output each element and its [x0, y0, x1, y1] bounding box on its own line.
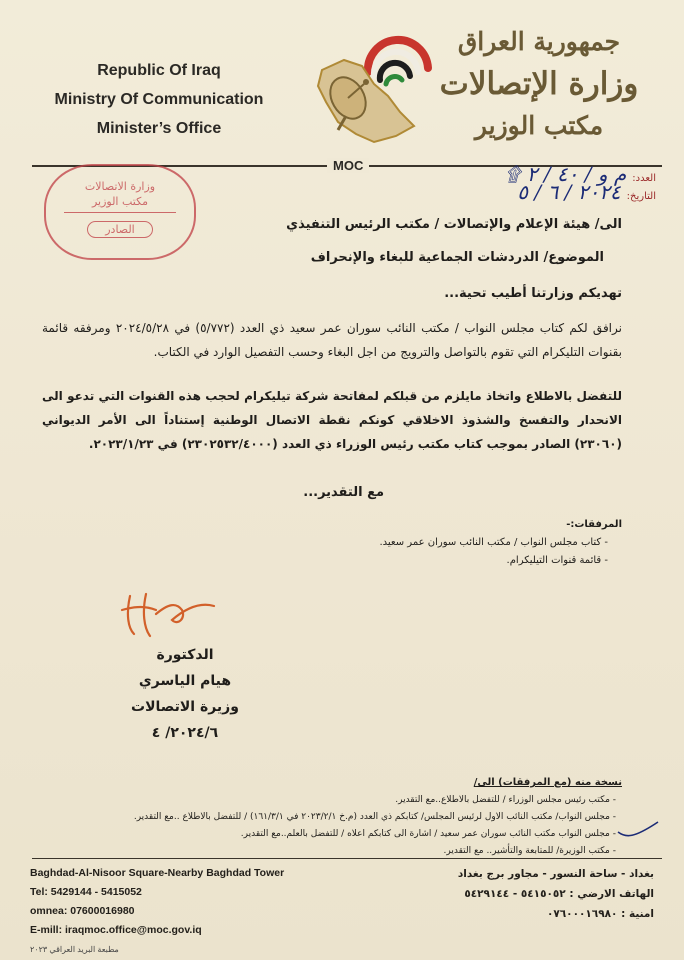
- copy-recipient: - مجلس النواب مكتب النائب سوران عمر سعيد / اشارة الى كتابكم اعلاه / للتفضل بالعلم..مع التقدير.: [62, 826, 616, 843]
- footer-english: [30, 864, 284, 959]
- copy-recipient: - مجلس النواب/ مكتب النائب الاول لرئيس المجلس/ كتابكم ذي العدد (م.خ ٢٠٢٣/٢/١ في ١٦١/٣/١) / للتفضل بالاطلاع ..مع التقدير.: [62, 809, 616, 826]
- handwritten-signature: [116, 584, 226, 644]
- date-label: التاريخ:: [626, 191, 656, 202]
- attachment-item: - قائمة قنوات التيليكرام.: [292, 552, 608, 570]
- footer-omnea-en: omnea: 07600016980: [30, 905, 135, 917]
- arabic-letterhead: [424, 24, 654, 144]
- signer-position: وزيرة الاتصالات: [131, 699, 239, 715]
- moc-label: MOC: [327, 158, 369, 173]
- attachments: [292, 516, 622, 570]
- subject-line: الموضوع/ الدردشات الجماعية للبغاء والإنحراف: [310, 250, 604, 265]
- reference-date: ٢٠٢٤ / ٦ / ٥: [517, 180, 621, 204]
- letterhead-ar-line-1: جمهورية العراق: [457, 27, 621, 56]
- number-label: العدد:: [632, 173, 656, 184]
- copies-section: [62, 774, 622, 860]
- stamp-line-3: الصادر: [87, 221, 153, 238]
- signature-date: ٢٠٢٤/٦/ ٤: [151, 725, 219, 741]
- footer-address-ar: بغداد - ساحة النسور - مجاور برج بغداد: [457, 868, 654, 880]
- reference-number: م و / ٤٠ / ٢ ۩: [505, 162, 627, 186]
- addressee: الى/ هيئة الإعلام والإتصالات / مكتب الرئيس التنفيذي: [286, 217, 622, 232]
- paragraph-1: نرافق لكم كتاب مجلس النواب / مكتب النائب سوران عمر سعيد ذي العدد (٥/٧٧٢) في ٢٠٢٤/٥/٢٨ ومرفقه قائمة بقنوات التليكرام التي تقوم بالتواصل والترويج من اجل البغاء وحسب التفصيل الوارد في الكتاب.: [42, 321, 622, 359]
- printer-credit: مطبعة البريد العراقي ٢٠٢٣: [30, 945, 119, 954]
- check-mark-icon: [616, 818, 660, 840]
- letterhead-en-line-3: Minister’s Office: [96, 120, 222, 137]
- letterhead-en-line-1: Republic Of Iraq: [97, 62, 221, 79]
- signer-title: الدكتورة: [156, 647, 214, 663]
- footer-tel-ar: الهاتف الارضي : ٥٤١٥٠٥٢ - ٥٤٢٩١٤٤: [464, 888, 654, 900]
- letterhead-en-line-2: Ministry Of Communication: [54, 91, 264, 108]
- signer-block: [100, 642, 270, 746]
- paragraph-2: للتفضل بالاطلاع واتخاذ مايلزم من قبلكم لمفاتحة شركة تيليكرام لحجب هذه القنوات التي تدعو الى الانحدار والتفسخ والشذوذ الاخلاقي كونكم نقطة الاتصال الوطنية إستناداً الى الأمر الديواني (٢٣٠٦٠) الصادر بموجب كتاب مكتب رئيس الوزراء ذي العدد (٢٣٠٢٥٣٢/٤٠٠٠) في ٢٠٢٣/١/٢٣.: [42, 389, 622, 451]
- footer-tel-en: Tel: 5429144 - 5415052: [30, 886, 142, 898]
- ministry-logo: [304, 30, 444, 154]
- attachments-title: المرفقات:-: [566, 519, 622, 530]
- signer-name: هيام الياسري: [138, 673, 232, 689]
- english-letterhead: [34, 56, 284, 143]
- closing: مع التقدير...: [303, 485, 384, 500]
- footer-arabic: [384, 864, 654, 924]
- letterhead-ar-line-2: وزارة الإتصالات: [439, 66, 639, 102]
- footer-address-en: Baghdad-Al-Nisoor Square-Nearby Baghdad Tower: [30, 867, 285, 879]
- copies-title: نسخة منه (مع المرفقات) الى/: [473, 777, 622, 788]
- attachment-item: - كتاب مجلس النواب / مكتب النائب سوران عمر سعيد.: [292, 534, 608, 552]
- footer-omnea-ar: امنية : ٠٧٦٠٠٠١٦٩٨٠: [546, 908, 654, 920]
- footer-email-en: E-mill: iraqmoc.office@moc.gov.iq: [30, 924, 202, 936]
- greeting: تهديكم وزارتنا أطيب تحية...: [444, 286, 622, 301]
- footer-divider: [32, 858, 662, 859]
- copy-recipient: - مكتب رئيس مجلس الوزراء / للتفضل بالاطلاع..مع التقدير.: [62, 792, 616, 809]
- letterhead-ar-line-3: مكتب الوزير: [474, 111, 604, 140]
- stamp-line-1: وزارة الاتصالات: [84, 180, 156, 193]
- copy-recipient: - مكتب الوزيرة/ للمتابعة والتأشير.. مع التقدير.: [62, 843, 616, 860]
- reference-block: [456, 162, 656, 204]
- stamp-line-2: مكتب الوزير: [64, 195, 176, 213]
